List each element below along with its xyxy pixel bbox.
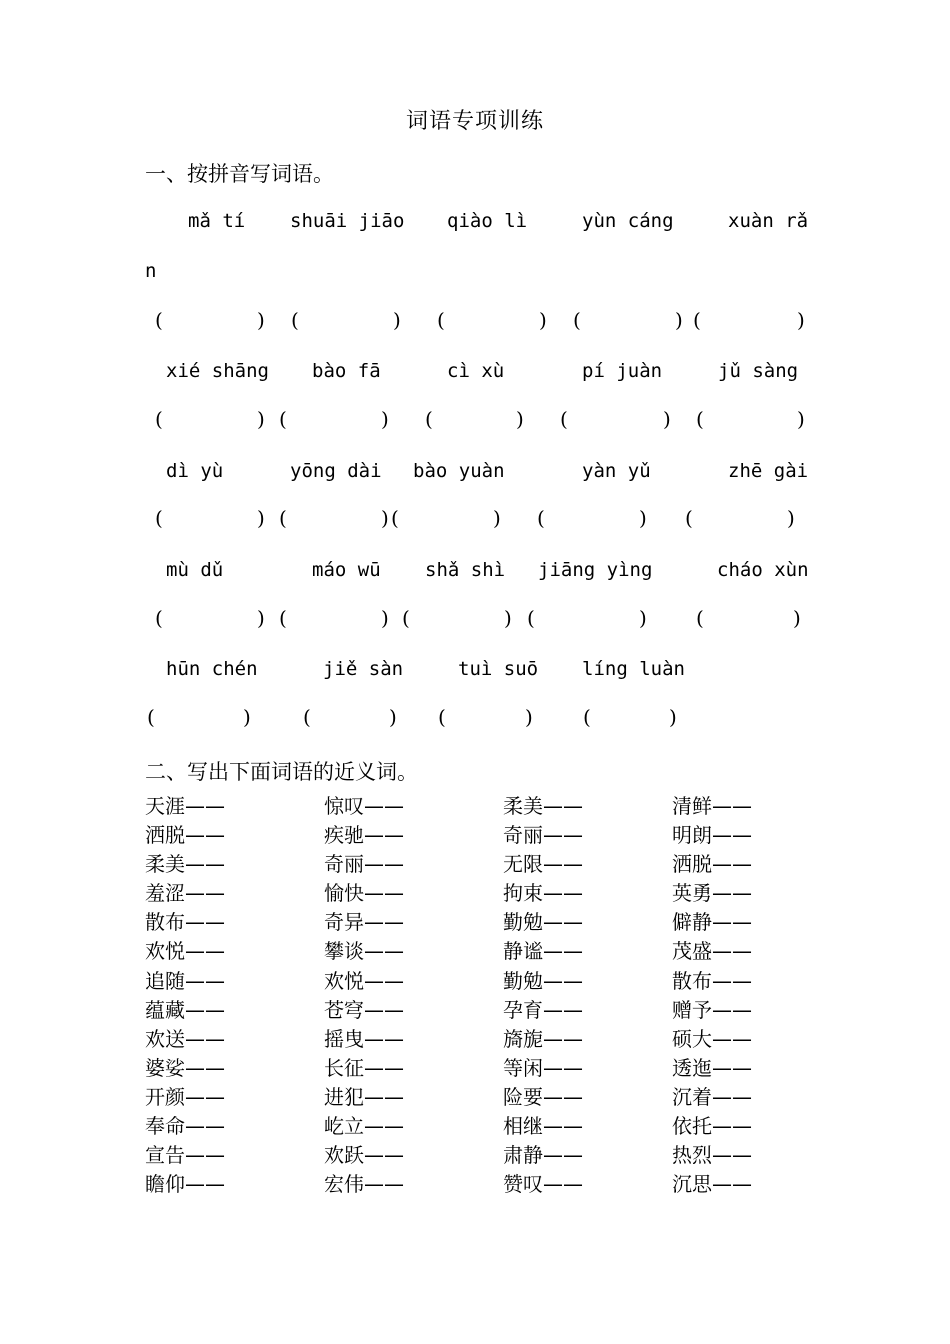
synonym-item [324, 1025, 404, 1054]
answer-blank-dash: —— [712, 881, 752, 906]
synonym-word: 茂盛 [672, 939, 712, 964]
close-paren: ) [381, 407, 389, 431]
pinyin-row-2 [145, 360, 825, 396]
synonym-word: 羞涩 [145, 881, 185, 906]
synonym-word: 摇曳 [324, 1026, 364, 1051]
synonym-word: 僻静 [672, 910, 712, 935]
pinyin-word: jiě sàn [323, 658, 404, 680]
synonym-word: 欢悦 [324, 968, 364, 993]
close-paren: ) [539, 308, 547, 332]
open-paren: ( [685, 506, 693, 530]
answer-blank-dash: —— [543, 823, 583, 848]
answer-row-1 [145, 308, 825, 344]
answer-blank-dash: —— [543, 1172, 583, 1197]
pinyin-word: zhē gài [728, 460, 809, 482]
pinyin-row-5 [145, 658, 825, 694]
synonym-word: 柔美 [503, 794, 543, 818]
answer-blank-dash: —— [185, 1114, 225, 1139]
close-paren: ) [393, 308, 401, 332]
synonym-word: 勤勉 [503, 968, 543, 993]
answer-blank-dash: —— [185, 823, 225, 848]
pinyin-word: shǎ shì [425, 559, 506, 581]
pinyin-word: yōng dài [290, 460, 382, 482]
close-paren: ) [257, 407, 265, 431]
close-paren: ) [675, 308, 683, 332]
synonym-item [145, 937, 225, 966]
synonym-item [324, 1141, 404, 1170]
answer-blank-dash: —— [185, 794, 225, 818]
answer-blank-dash: —— [185, 881, 225, 906]
answer-blank-dash: —— [364, 939, 404, 964]
close-paren: ) [787, 506, 795, 530]
close-paren: ) [525, 705, 533, 729]
synonym-word: 旖旎 [503, 1026, 543, 1051]
synonym-item [324, 996, 404, 1025]
close-paren: ) [257, 606, 265, 630]
synonym-item [324, 967, 404, 996]
pinyin-word: xié shāng [166, 360, 269, 382]
synonym-word: 长征 [324, 1055, 364, 1080]
synonym-item [145, 821, 225, 850]
answer-blank-dash: —— [185, 852, 225, 877]
pinyin-row-3 [145, 460, 825, 496]
synonym-item [672, 996, 752, 1025]
answer-blank-dash: —— [185, 1084, 225, 1109]
open-paren: ( [425, 407, 433, 431]
pinyin-wrap [145, 260, 825, 296]
synonym-word: 屹立 [324, 1114, 364, 1139]
synonym-item [503, 1170, 583, 1199]
synonym-item [503, 996, 583, 1025]
pinyin-word: líng luàn [582, 658, 685, 680]
synonym-row [145, 908, 805, 937]
synonym-word: 攀谈 [324, 939, 364, 964]
answer-blank-dash: —— [364, 881, 404, 906]
synonym-grid [145, 792, 805, 1199]
synonym-word: 散布 [145, 910, 185, 935]
answer-blank-dash: —— [712, 1114, 752, 1139]
synonym-word: 无限 [503, 852, 543, 877]
answer-blank-dash: —— [364, 852, 404, 877]
close-paren: ) [793, 606, 801, 630]
synonym-item [672, 821, 752, 850]
synonym-word: 追随 [145, 968, 185, 993]
answer-blank-dash: —— [364, 1055, 404, 1080]
answer-row-2 [145, 407, 825, 443]
answer-blank-dash: —— [185, 939, 225, 964]
synonym-item [145, 850, 225, 879]
synonym-word: 奇异 [324, 910, 364, 935]
pinyin-word: yùn cáng [582, 210, 674, 232]
pinyin-word: tuì suō [458, 658, 539, 680]
pinyin-word: xuàn rǎ [728, 210, 809, 232]
synonym-item [672, 937, 752, 966]
pinyin-word: mù dǔ [166, 559, 224, 581]
synonym-item [672, 850, 752, 879]
synonym-item [145, 1054, 225, 1083]
open-paren: ( [155, 506, 163, 530]
open-paren: ( [279, 407, 287, 431]
synonym-item [672, 1083, 752, 1112]
answer-blank-dash: —— [712, 1055, 752, 1080]
answer-blank-dash: —— [712, 852, 752, 877]
synonym-word: 欢跃 [324, 1143, 364, 1168]
synonym-item [672, 879, 752, 908]
close-paren: ) [639, 506, 647, 530]
synonym-item [672, 1141, 752, 1170]
synonym-item [672, 1170, 752, 1199]
synonym-item [324, 850, 404, 879]
synonym-word: 沉思 [672, 1172, 712, 1197]
pinyin-word: shuāi jiāo [290, 210, 405, 232]
pinyin-word: pí juàn [582, 360, 663, 382]
synonym-word: 柔美 [145, 852, 185, 877]
section2-heading: 二、写出下面词语的近义词。 [145, 760, 418, 784]
synonym-word: 欢悦 [145, 939, 185, 964]
close-paren: ) [243, 705, 251, 729]
synonym-item [503, 1141, 583, 1170]
synonym-word: 蕴藏 [145, 997, 185, 1022]
synonym-word: 肃静 [503, 1143, 543, 1168]
synonym-row [145, 1083, 805, 1112]
answer-blank-dash: —— [543, 881, 583, 906]
close-paren: ) [257, 308, 265, 332]
synonym-item [324, 908, 404, 937]
synonym-word: 等闲 [503, 1055, 543, 1080]
synonym-word: 依托 [672, 1114, 712, 1139]
close-paren: ) [516, 407, 524, 431]
open-paren: ( [527, 606, 535, 630]
synonym-item [503, 821, 583, 850]
close-paren: ) [381, 506, 389, 530]
answer-blank-dash: —— [712, 823, 752, 848]
answer-blank-dash: —— [185, 1143, 225, 1168]
synonym-row [145, 1141, 805, 1170]
page-title: 词语专项训练 [405, 109, 544, 134]
close-paren: ) [797, 407, 805, 431]
open-paren: ( [560, 407, 568, 431]
synonym-word: 透迤 [672, 1055, 712, 1080]
synonym-item [503, 1054, 583, 1083]
synonym-item [324, 1083, 404, 1112]
synonym-row [145, 1112, 805, 1141]
synonym-item [145, 908, 225, 937]
pinyin-row-4 [145, 559, 825, 595]
synonym-word: 天涯 [145, 794, 185, 818]
answer-row-3 [145, 506, 825, 542]
open-paren: ( [537, 506, 545, 530]
synonym-item [145, 792, 225, 821]
pinyin-word: jiāng yìng [538, 559, 653, 581]
pinyin-word: jǔ sàng [718, 360, 799, 382]
answer-blank-dash: —— [712, 1172, 752, 1197]
open-paren: ( [437, 308, 445, 332]
synonym-item [503, 879, 583, 908]
synonym-row [145, 1025, 805, 1054]
pinyin-word: dì yù [166, 460, 224, 482]
answer-blank-dash: —— [543, 1114, 583, 1139]
answer-row-5 [145, 705, 825, 741]
open-paren: ( [696, 606, 704, 630]
synonym-item [672, 908, 752, 937]
synonym-word: 明朗 [672, 823, 712, 848]
answer-blank-dash: —— [185, 1055, 225, 1080]
pinyin-word: máo wū [312, 559, 381, 581]
open-paren: ( [573, 308, 581, 332]
synonym-item [324, 1054, 404, 1083]
close-paren: ) [257, 506, 265, 530]
pinyin-word: cì xù [447, 360, 505, 382]
open-paren: ( [291, 308, 299, 332]
pinyin-word: hūn chén [166, 658, 258, 680]
synonym-word: 苍穹 [324, 997, 364, 1022]
synonym-word: 欢送 [145, 1026, 185, 1051]
synonym-item [324, 937, 404, 966]
answer-blank-dash: —— [543, 997, 583, 1022]
synonym-word: 拘束 [503, 881, 543, 906]
synonym-row [145, 1054, 805, 1083]
answer-blank-dash: —— [712, 968, 752, 993]
answer-blank-dash: —— [364, 1143, 404, 1168]
section1-heading: 一、按拼音写词语。 [145, 162, 334, 186]
open-paren: ( [155, 606, 163, 630]
answer-blank-dash: —— [712, 1026, 752, 1051]
answer-blank-dash: —— [712, 997, 752, 1022]
synonym-item [324, 792, 404, 821]
answer-blank-dash: —— [185, 1172, 225, 1197]
synonym-item [503, 937, 583, 966]
synonym-item [145, 1112, 225, 1141]
synonym-word: 洒脱 [672, 852, 712, 877]
synonym-word: 瞻仰 [145, 1172, 185, 1197]
synonym-word: 宏伟 [324, 1172, 364, 1197]
answer-blank-dash: —— [543, 910, 583, 935]
synonym-row [145, 850, 805, 879]
synonym-word: 惊叹 [324, 794, 364, 818]
synonym-item [672, 967, 752, 996]
synonym-word: 赠予 [672, 997, 712, 1022]
answer-blank-dash: —— [712, 910, 752, 935]
synonym-item [324, 821, 404, 850]
answer-row-4 [145, 606, 825, 642]
synonym-item [672, 792, 752, 821]
synonym-item [503, 792, 583, 821]
answer-blank-dash: —— [364, 1172, 404, 1197]
synonym-word: 孕育 [503, 997, 543, 1022]
answer-blank-dash: —— [364, 1026, 404, 1051]
answer-blank-dash: —— [712, 1143, 752, 1168]
synonym-row [145, 879, 805, 908]
open-paren: ( [147, 705, 155, 729]
answer-blank-dash: —— [543, 939, 583, 964]
pinyin-word: bào fā [312, 360, 381, 382]
synonym-item [672, 1025, 752, 1054]
synonym-word: 疾驰 [324, 823, 364, 848]
answer-blank-dash: —— [364, 1114, 404, 1139]
synonym-word: 愉快 [324, 881, 364, 906]
open-paren: ( [583, 705, 591, 729]
synonym-word: 奇丽 [324, 852, 364, 877]
synonym-word: 英勇 [672, 881, 712, 906]
close-paren: ) [797, 308, 805, 332]
synonym-row [145, 996, 805, 1025]
close-paren: ) [504, 606, 512, 630]
open-paren: ( [693, 308, 701, 332]
close-paren: ) [663, 407, 671, 431]
open-paren: ( [155, 308, 163, 332]
synonym-word: 静谧 [503, 939, 543, 964]
answer-blank-dash: —— [364, 794, 404, 818]
synonym-item [324, 879, 404, 908]
synonym-item [503, 1025, 583, 1054]
open-paren: ( [696, 407, 704, 431]
pinyin-word: qiào lì [447, 210, 528, 232]
close-paren: ) [493, 506, 501, 530]
synonym-word: 勤勉 [503, 910, 543, 935]
answer-blank-dash: —— [543, 794, 583, 818]
synonym-item [503, 1083, 583, 1112]
close-paren: ) [639, 606, 647, 630]
answer-blank-dash: —— [543, 968, 583, 993]
pinyin-word: mǎ tí [188, 210, 246, 232]
synonym-item [672, 1054, 752, 1083]
synonym-item [503, 967, 583, 996]
open-paren: ( [391, 506, 399, 530]
synonym-word: 洒脱 [145, 823, 185, 848]
answer-blank-dash: —— [185, 910, 225, 935]
synonym-row [145, 792, 805, 821]
synonym-word: 进犯 [324, 1084, 364, 1109]
synonym-item [503, 1112, 583, 1141]
open-paren: ( [438, 705, 446, 729]
synonym-item [324, 1112, 404, 1141]
synonym-word: 开颜 [145, 1084, 185, 1109]
answer-blank-dash: —— [364, 997, 404, 1022]
pinyin-row-1 [145, 210, 825, 246]
synonym-word: 奉命 [145, 1114, 185, 1139]
synonym-word: 沉着 [672, 1084, 712, 1109]
synonym-word: 硕大 [672, 1026, 712, 1051]
answer-blank-dash: —— [364, 968, 404, 993]
synonym-row [145, 821, 805, 850]
answer-blank-dash: —— [543, 1084, 583, 1109]
answer-blank-dash: —— [543, 1055, 583, 1080]
synonym-word: 相继 [503, 1114, 543, 1139]
synonym-row [145, 1170, 805, 1199]
pinyin-word: yàn yǔ [582, 460, 651, 482]
synonym-word: 热烈 [672, 1143, 712, 1168]
pinyin-wrap-text: n [145, 260, 157, 282]
answer-blank-dash: —— [185, 968, 225, 993]
synonym-item [145, 1025, 225, 1054]
answer-blank-dash: —— [185, 997, 225, 1022]
synonym-item [145, 1170, 225, 1199]
open-paren: ( [155, 407, 163, 431]
open-paren: ( [279, 506, 287, 530]
synonym-item [503, 850, 583, 879]
synonym-item [145, 1083, 225, 1112]
answer-blank-dash: —— [543, 852, 583, 877]
synonym-word: 散布 [672, 968, 712, 993]
synonym-row [145, 937, 805, 966]
synonym-word: 婆娑 [145, 1055, 185, 1080]
answer-blank-dash: —— [364, 823, 404, 848]
answer-blank-dash: —— [543, 1143, 583, 1168]
close-paren: ) [389, 705, 397, 729]
close-paren: ) [381, 606, 389, 630]
synonym-item [324, 1170, 404, 1199]
synonym-word: 险要 [503, 1084, 543, 1109]
close-paren: ) [669, 705, 677, 729]
synonym-item [145, 967, 225, 996]
answer-blank-dash: —— [364, 910, 404, 935]
answer-blank-dash: —— [712, 794, 752, 818]
synonym-item [503, 908, 583, 937]
answer-blank-dash: —— [364, 1084, 404, 1109]
answer-blank-dash: —— [712, 1084, 752, 1109]
synonym-item [145, 1141, 225, 1170]
open-paren: ( [303, 705, 311, 729]
synonym-word: 宣告 [145, 1143, 185, 1168]
synonym-row [145, 967, 805, 996]
pinyin-word: bào yuàn [413, 460, 505, 482]
synonym-item [145, 879, 225, 908]
synonym-item [145, 996, 225, 1025]
open-paren: ( [402, 606, 410, 630]
synonym-word: 清鲜 [672, 794, 712, 818]
synonym-word: 赞叹 [503, 1172, 543, 1197]
synonym-word: 奇丽 [503, 823, 543, 848]
synonym-item [672, 1112, 752, 1141]
answer-blank-dash: —— [543, 1026, 583, 1051]
pinyin-word: cháo xùn [717, 559, 809, 581]
answer-blank-dash: —— [185, 1026, 225, 1051]
answer-blank-dash: —— [712, 939, 752, 964]
open-paren: ( [279, 606, 287, 630]
